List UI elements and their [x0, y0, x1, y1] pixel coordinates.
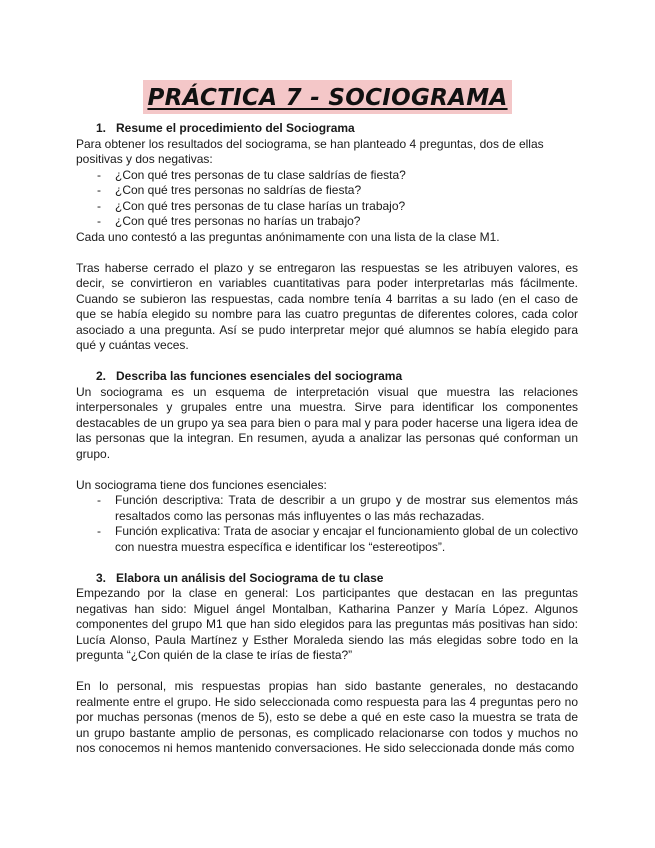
section-2-number: 2.	[96, 369, 107, 383]
spacer	[76, 245, 578, 261]
section-2-heading	[76, 369, 578, 385]
list-item	[76, 493, 578, 524]
function-text: Función explicativa: Trata de asociar y encajar el funcionamiento global de un colectivo con nuestra muestra específica e identificar los “estereotipos”.	[115, 524, 578, 554]
question-text: ¿Con qué tres personas de tu clase harías un trabajo?	[115, 198, 406, 213]
section-1-after-questions: Cada uno contestó a las preguntas anónimamente con una lista de la clase M1.	[76, 229, 500, 244]
document-body	[76, 121, 578, 757]
dash-bullet: -	[97, 493, 101, 507]
dash-bullet: -	[97, 183, 101, 197]
title-wrap	[0, 80, 655, 114]
section-1-heading	[76, 121, 578, 137]
spacer	[76, 354, 578, 370]
page-title: PRÁCTICA 7 - SOCIOGRAMA	[143, 80, 511, 114]
question-text: ¿Con qué tres personas no harías un trabajo?	[115, 214, 361, 228]
section-2-paragraph: Un sociograma es un esquema de interpretación visual que muestra las relaciones interpersonales y grupales entre una muestra. Sirve para identificar los componentes destacables de un grupo ya sea para bien o para mal y para poder hacerse una ligera idea de las personas que la integran. En resumen, ayuda a analizar las personas qué conforman un grupo.	[76, 384, 578, 461]
list-item	[76, 524, 578, 555]
question-text: ¿Con qué tres personas no saldrías de fiesta?	[115, 183, 362, 197]
function-text: Función descriptiva: Trata de describir a un grupo y de mostrar sus elementos más resaltados como las personas más influyentes o las más rechazadas.	[115, 493, 578, 523]
section-3-paragraph-1: Empezando por la clase en general: Los participantes que destacan en las preguntas negativas han sido: Miguel ángel Montalban, Katharina Panzer y María López. Algunos componentes del grupo M1 que han sido elegidos para las preguntas más positivas han sido: Lucía Alonso, Paula Martínez y Esther Moraleda siendo las más elegidas sobre todo en la pregunta “¿Con quién de la clase te irías de fiesta?”	[76, 586, 578, 662]
section-1-title: Resume el procedimiento del Sociograma	[116, 121, 355, 135]
section-3-title: Elabora un análisis del Sociograma de tu clase	[116, 570, 384, 585]
list-item	[76, 199, 578, 215]
section-2-functions-intro: Un sociograma tiene dos funciones esenciales:	[76, 477, 327, 492]
question-text: ¿Con qué tres personas de tu clase saldrías de fiesta?	[115, 167, 406, 182]
section-1-intro: Para obtener los resultados del sociograma, se han planteado 4 preguntas, dos de ellas positivas y dos negativas:	[76, 136, 544, 166]
spacer	[76, 664, 578, 680]
section-3-number: 3.	[96, 570, 107, 585]
list-item	[76, 183, 578, 199]
dash-bullet: -	[97, 198, 101, 213]
list-item	[76, 168, 578, 184]
section-1-paragraph: Tras haberse cerrado el plazo y se entregaron las respuestas se les atribuyen valores, es decir, se convirtieron en variables cuantitativas para poder interpretarlas más fácilmente. Cuando se subieron las respuestas, cada nombre tenía 4 barritas a su lado (en el caso de que se había elegido su nombre para las cuatro preguntas de diferentes colores, cada color asociado a una pregunta. Así se pudo interpretar mejor qué alumnos se había elegido para qué y cuántas veces.	[76, 260, 578, 352]
list-item	[76, 214, 578, 230]
questions-list	[76, 168, 578, 230]
section-1-number: 1.	[96, 121, 107, 135]
spacer	[76, 555, 578, 571]
section-3-heading	[76, 571, 578, 587]
dash-bullet: -	[97, 524, 101, 538]
section-3-paragraph-2: En lo personal, mis respuestas propias han sido bastante generales, no destacando realmente entre el grupo. He sido seleccionada como respuesta para las 4 preguntas pero no por muchas personas (menos de 5), esto se debe a qué en este caso la muestra se trata de un grupo bastante amplio de personas, es complicado relacionarse con todos y muchos no nos conocemos ni hemos mantenido conversaciones. He sido seleccionada donde más como	[76, 679, 578, 755]
spacer	[76, 462, 578, 478]
functions-list	[76, 493, 578, 555]
dash-bullet: -	[97, 214, 101, 228]
section-2-title: Describa las funciones esenciales del sociograma	[116, 369, 403, 383]
dash-bullet: -	[97, 167, 101, 182]
